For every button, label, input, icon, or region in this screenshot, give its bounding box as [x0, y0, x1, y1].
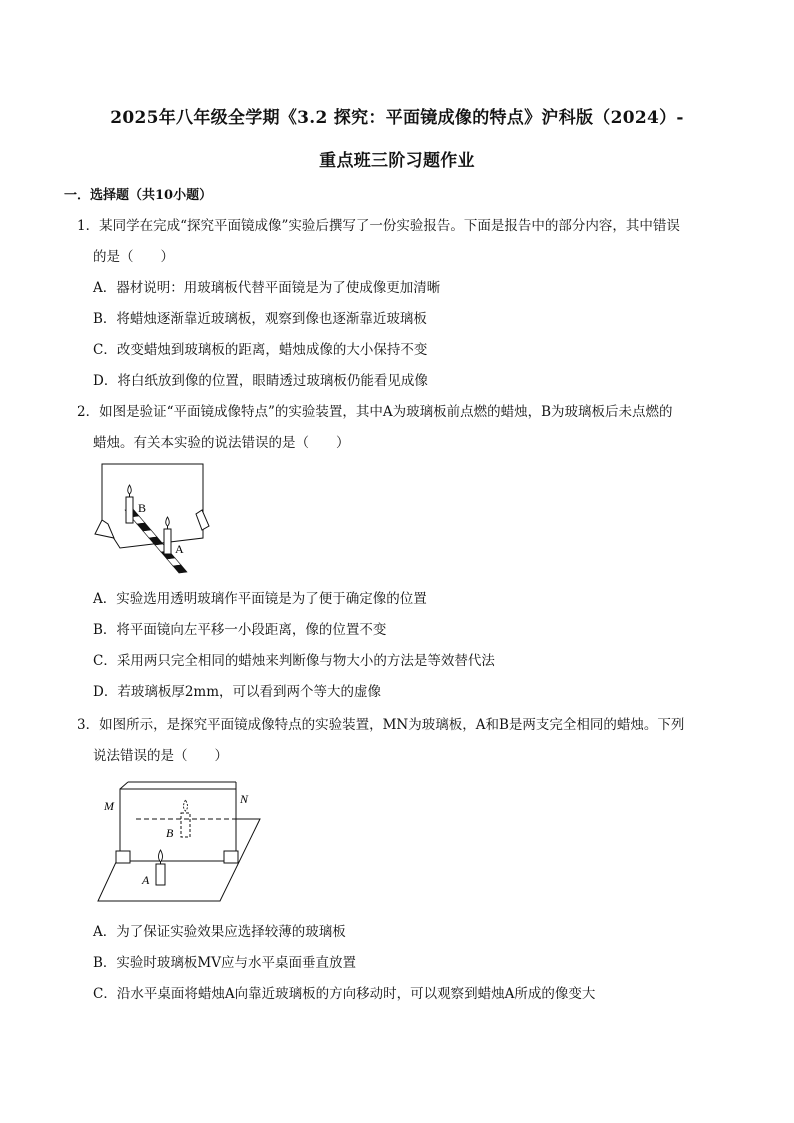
question-2-stem: 2．如图是验证“平面镜成像特点”的实验装置，其中A为玻璃板前点燃的蜡烛，B为玻璃板后未点燃的	[77, 404, 673, 420]
question-3-option-a: A．为了保证实验效果应选择较薄的玻璃板	[93, 924, 346, 940]
question-2-option-a: A．实验选用透明玻璃作平面镜是为了便于确定像的位置	[93, 591, 427, 607]
question-2-option-c: C．采用两只完全相同的蜡烛来判断像与物大小的方法是等效替代法	[93, 653, 495, 669]
question-1-option-d: D．将白纸放到像的位置，眼睛透过玻璃板仍能看见成像	[93, 373, 428, 389]
question-1-option-a: A．器材说明：用玻璃板代替平面镜是为了使成像更加清晰	[93, 280, 441, 296]
page-title-line1: 2025年八年级全学期《3.2 探究：平面镜成像的特点》沪科版（2024）-	[110, 108, 684, 128]
question-3-stem: 3．如图所示，是探究平面镜成像特点的实验装置，MN为玻璃板，A和B是两支完全相同的蜡烛。下列	[77, 717, 685, 733]
question-2-stem-cont: 蜡烛。有关本实验的说法错误的是（ ）	[93, 435, 350, 451]
page-title-line2: 重点班三阶习题作业	[319, 151, 475, 171]
question-3-stem-cont: 说法错误的是（ ）	[93, 748, 228, 764]
figure-3-label-n: N	[240, 792, 249, 806]
question-2-figure	[92, 462, 222, 580]
question-3-option-b: B．实验时玻璃板MV应与水平桌面垂直放置	[93, 955, 356, 971]
question-2-option-d: D．若玻璃板厚2mm，可以看到两个等大的虚像	[93, 684, 382, 700]
figure-3-label-a: A	[142, 873, 150, 887]
question-2-option-b: B．将平面镜向左平移一小段距离，像的位置不变	[93, 622, 387, 638]
question-1-option-c: C．改变蜡烛到玻璃板的距离，蜡烛成像的大小保持不变	[93, 342, 428, 358]
question-3-option-c: C．沿水平桌面将蜡烛A向靠近玻璃板的方向移动时，可以观察到蜡烛A所成的像变大	[93, 986, 596, 1002]
question-3-figure	[96, 777, 262, 905]
figure-2-label-b: B	[138, 501, 147, 515]
section-heading: 一．选择题（共10小题）	[64, 188, 213, 203]
question-1-option-b: B．将蜡烛逐渐靠近玻璃板，观察到像也逐渐靠近玻璃板	[93, 311, 427, 327]
figure-3-label-m: M	[104, 799, 114, 813]
question-1-stem: 1．某同学在完成“探究平面镜成像”实验后撰写了一份实验报告。下面是报告中的部分内容，其中错误	[77, 218, 680, 234]
figure-2-label-a: A	[175, 542, 184, 556]
figure-3-label-b: B	[166, 826, 174, 840]
question-1-stem-cont: 的是（ ）	[93, 249, 174, 265]
